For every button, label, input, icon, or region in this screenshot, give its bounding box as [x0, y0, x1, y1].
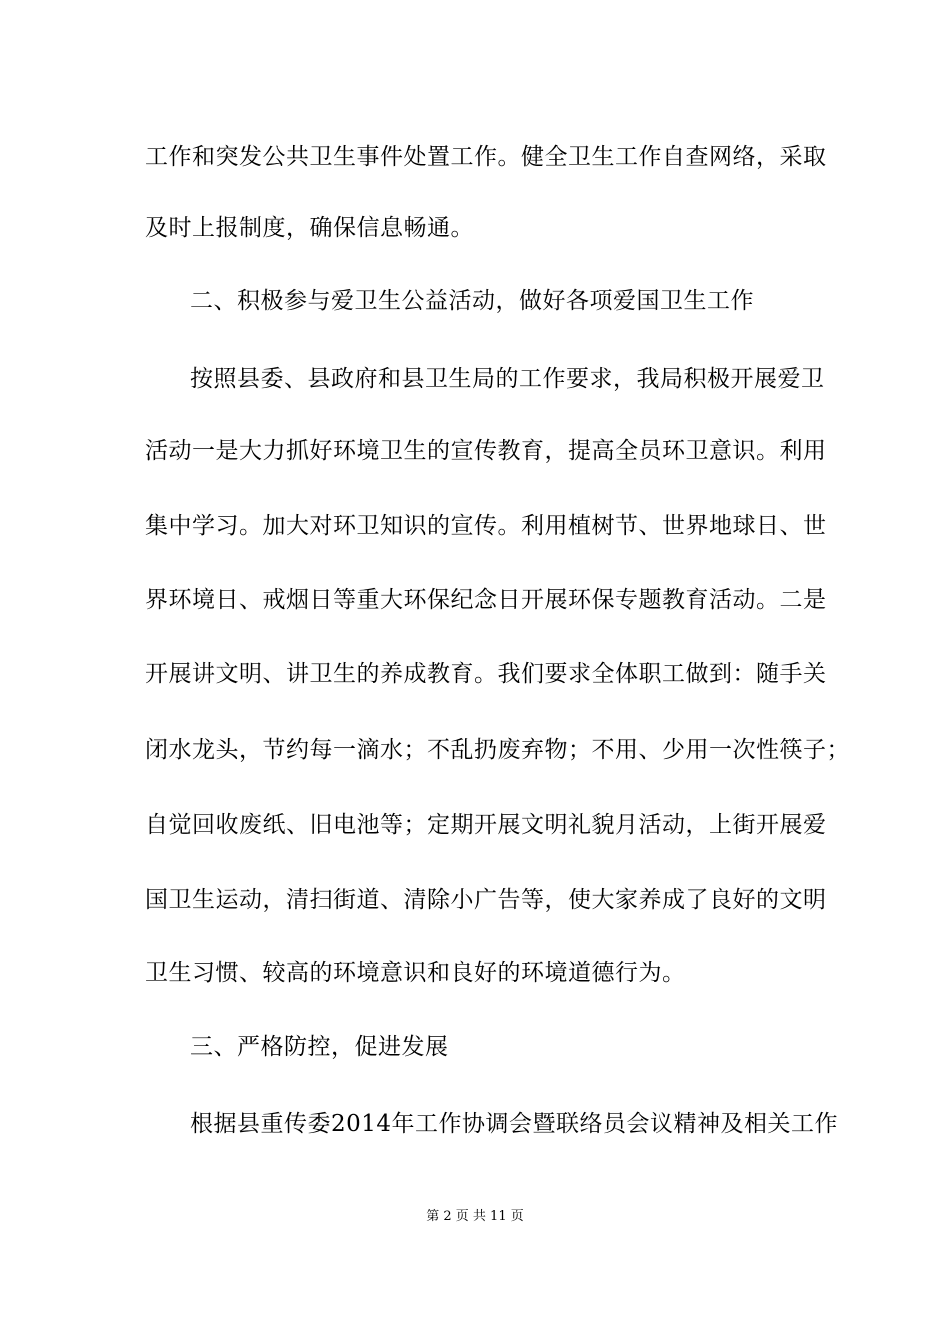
body-line-7: 界环境日、戒烟日等重大环保纪念日开展环保专题教育活动。二是 [145, 587, 827, 613]
body-line-6: 集中学习。加大对环卫知识的宣传。利用植树节、世界地球日、世 [145, 513, 827, 539]
section-heading-3: 三、严格防控，促进发展 [190, 1034, 449, 1060]
body-line-2: 及时上报制度，确保信息畅通。 [145, 215, 474, 241]
body-line-12: 卫生习惯、较高的环境意识和良好的环境道德行为。 [145, 960, 686, 986]
body-line-10: 自觉回收废纸、旧电池等；定期开展文明礼貌月活动，上街开展爱 [145, 812, 827, 838]
paragraph-start-line-2: 根据县重传委2014年工作协调会暨联络员会议精神及相关工作 [190, 1111, 839, 1137]
body-line-8: 开展讲文明、讲卫生的养成教育。我们要求全体职工做到：随手关 [145, 661, 827, 687]
paragraph-start-line: 按照县委、县政府和县卫生局的工作要求，我局积极开展爱卫 [190, 366, 825, 392]
body-line-1: 工作和突发公共卫生事件处置工作。健全卫生工作自查网络，采取 [145, 144, 827, 170]
body-line-11: 国卫生运动，清扫街道、清除小广告等，使大家养成了良好的文明 [145, 887, 827, 913]
body-line-5: 活动一是大力抓好环境卫生的宣传教育，提高全员环卫意识。利用 [145, 438, 827, 464]
section-heading-2: 二、积极参与爱卫生公益活动，做好各项爱国卫生工作 [190, 288, 754, 314]
body-line-9: 闭水龙头，节约每一滴水；不乱扔废弃物；不用、少用一次性筷子； [145, 737, 850, 763]
page-number-footer: 第 2 页 共 11 页 [426, 1209, 524, 1224]
